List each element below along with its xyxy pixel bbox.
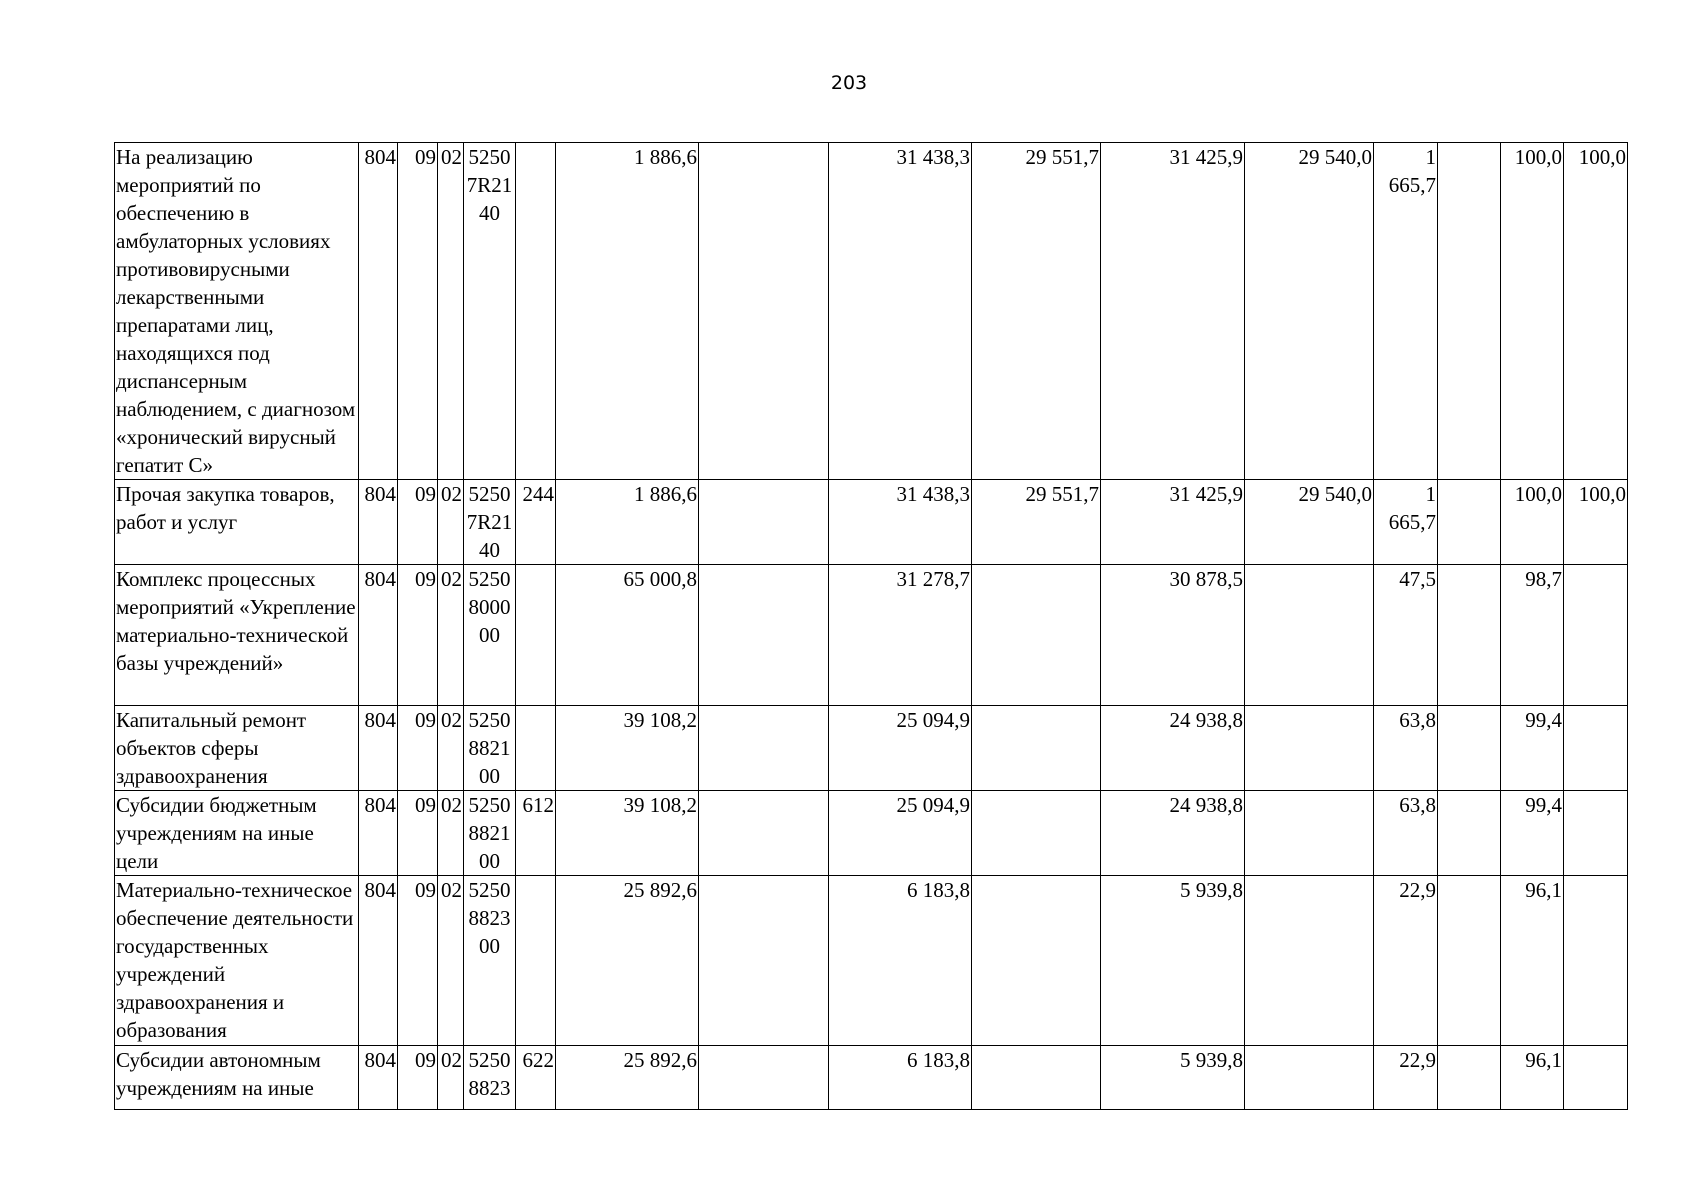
cell-pr: 02	[438, 791, 464, 876]
row-name: Прочая закупка товаров, работ и услуг	[115, 480, 359, 565]
cell-c8	[1438, 791, 1501, 876]
table-row	[115, 706, 1628, 791]
page-number: 203	[830, 72, 868, 94]
cell-pr: 02	[438, 565, 464, 706]
row-name: Комплекс процессных мероприятий «Укрепление материально-технической базы учреждений»	[115, 565, 359, 706]
cell-c6: 29 540,0	[1245, 480, 1374, 565]
cell-csr: 5250882100	[464, 706, 516, 791]
cell-ved: 804	[359, 706, 398, 791]
cell-rz: 09	[398, 791, 438, 876]
cell-c3: 31 278,7	[829, 565, 972, 706]
cell-vr: 622	[516, 1046, 556, 1110]
cell-csr: 5250882300	[464, 876, 516, 1046]
cell-c3: 25 094,9	[829, 706, 972, 791]
cell-pr: 02	[438, 480, 464, 565]
table-row	[115, 1046, 1628, 1110]
cell-vr: 244	[516, 480, 556, 565]
cell-c2	[699, 791, 829, 876]
cell-c2	[699, 876, 829, 1046]
row-name: Материально-техническое обеспечение деятельности государственных учреждений здравоохранения и образования	[115, 876, 359, 1046]
cell-c1: 25 892,6	[556, 1046, 699, 1110]
cell-vr	[516, 876, 556, 1046]
cell-c5: 5 939,8	[1101, 1046, 1245, 1110]
cell-c9: 99,4	[1501, 706, 1564, 791]
cell-c3: 31 438,3	[829, 480, 972, 565]
row-name: Субсидии автономным учреждениям на иные	[115, 1046, 359, 1110]
table-row	[115, 565, 1628, 706]
cell-c7: 1 665,7	[1374, 480, 1438, 565]
budget-table-wrapper	[114, 142, 1628, 1110]
cell-c6	[1245, 791, 1374, 876]
cell-pr: 02	[438, 143, 464, 480]
cell-c5: 24 938,8	[1101, 791, 1245, 876]
cell-ved: 804	[359, 143, 398, 480]
row-name: Капитальный ремонт объектов сферы здравоохранения	[115, 706, 359, 791]
cell-pr: 02	[438, 876, 464, 1046]
cell-c7: 22,9	[1374, 876, 1438, 1046]
cell-c4	[972, 791, 1101, 876]
cell-c4	[972, 876, 1101, 1046]
cell-rz: 09	[398, 565, 438, 706]
cell-c8	[1438, 143, 1501, 480]
cell-ved: 804	[359, 480, 398, 565]
cell-pr: 02	[438, 1046, 464, 1110]
cell-c6	[1245, 706, 1374, 791]
cell-c10	[1564, 1046, 1628, 1110]
table-row	[115, 791, 1628, 876]
cell-c10	[1564, 706, 1628, 791]
cell-c8	[1438, 706, 1501, 791]
cell-c7: 47,5	[1374, 565, 1438, 706]
cell-c2	[699, 143, 829, 480]
cell-c2	[699, 565, 829, 706]
cell-c3: 25 094,9	[829, 791, 972, 876]
cell-c2	[699, 706, 829, 791]
cell-c9: 100,0	[1501, 480, 1564, 565]
cell-c9: 96,1	[1501, 1046, 1564, 1110]
cell-c7: 63,8	[1374, 706, 1438, 791]
cell-ved: 804	[359, 876, 398, 1046]
cell-c6: 29 540,0	[1245, 143, 1374, 480]
cell-c2	[699, 1046, 829, 1110]
cell-c4	[972, 565, 1101, 706]
cell-c5: 24 938,8	[1101, 706, 1245, 791]
cell-c6	[1245, 565, 1374, 706]
cell-pr: 02	[438, 706, 464, 791]
cell-c6	[1245, 876, 1374, 1046]
cell-c2	[699, 480, 829, 565]
table-row	[115, 480, 1628, 565]
cell-c4	[972, 706, 1101, 791]
cell-c9: 96,1	[1501, 876, 1564, 1046]
cell-csr: 52507R2140	[464, 480, 516, 565]
cell-c4: 29 551,7	[972, 143, 1101, 480]
cell-c1: 65 000,8	[556, 565, 699, 706]
cell-c5: 30 878,5	[1101, 565, 1245, 706]
cell-c9: 98,7	[1501, 565, 1564, 706]
cell-ved: 804	[359, 1046, 398, 1110]
cell-c5: 5 939,8	[1101, 876, 1245, 1046]
cell-csr: 5250882100	[464, 791, 516, 876]
cell-c4	[972, 1046, 1101, 1110]
cell-c10	[1564, 565, 1628, 706]
cell-c10	[1564, 791, 1628, 876]
cell-vr: 612	[516, 791, 556, 876]
cell-ved: 804	[359, 791, 398, 876]
cell-rz: 09	[398, 480, 438, 565]
cell-c7: 22,9	[1374, 1046, 1438, 1110]
cell-csr: 5250800000	[464, 565, 516, 706]
cell-c10	[1564, 876, 1628, 1046]
cell-c8	[1438, 876, 1501, 1046]
cell-c3: 6 183,8	[829, 1046, 972, 1110]
cell-rz: 09	[398, 1046, 438, 1110]
row-name: Субсидии бюджетным учреждениям на иные цели	[115, 791, 359, 876]
cell-c3: 31 438,3	[829, 143, 972, 480]
cell-c3: 6 183,8	[829, 876, 972, 1046]
cell-c1: 1 886,6	[556, 143, 699, 480]
cell-rz: 09	[398, 876, 438, 1046]
cell-csr: 52507R2140	[464, 143, 516, 480]
cell-c5: 31 425,9	[1101, 480, 1245, 565]
table-row	[115, 143, 1628, 480]
cell-c5: 31 425,9	[1101, 143, 1245, 480]
cell-c1: 39 108,2	[556, 706, 699, 791]
cell-c1: 39 108,2	[556, 791, 699, 876]
cell-c4: 29 551,7	[972, 480, 1101, 565]
cell-csr: 52508823	[464, 1046, 516, 1110]
cell-c1: 25 892,6	[556, 876, 699, 1046]
cell-c10: 100,0	[1564, 480, 1628, 565]
cell-c10: 100,0	[1564, 143, 1628, 480]
cell-c9: 100,0	[1501, 143, 1564, 480]
row-name: На реализацию мероприятий по обеспечению в амбулаторных условиях противовирусными лекарственными препаратами лиц, находящихся под диспансерным наблюдением, с диагнозом «хронический вирусный гепатит С»	[115, 143, 359, 480]
cell-c7: 63,8	[1374, 791, 1438, 876]
cell-vr	[516, 143, 556, 480]
cell-vr	[516, 565, 556, 706]
table-body	[115, 143, 1628, 1110]
cell-c9: 99,4	[1501, 791, 1564, 876]
cell-c1: 1 886,6	[556, 480, 699, 565]
cell-c6	[1245, 1046, 1374, 1110]
budget-table	[114, 142, 1628, 1110]
cell-c8	[1438, 565, 1501, 706]
cell-c8	[1438, 480, 1501, 565]
cell-vr	[516, 706, 556, 791]
cell-ved: 804	[359, 565, 398, 706]
cell-c7: 1 665,7	[1374, 143, 1438, 480]
table-row	[115, 876, 1628, 1046]
cell-c8	[1438, 1046, 1501, 1110]
cell-rz: 09	[398, 143, 438, 480]
cell-rz: 09	[398, 706, 438, 791]
